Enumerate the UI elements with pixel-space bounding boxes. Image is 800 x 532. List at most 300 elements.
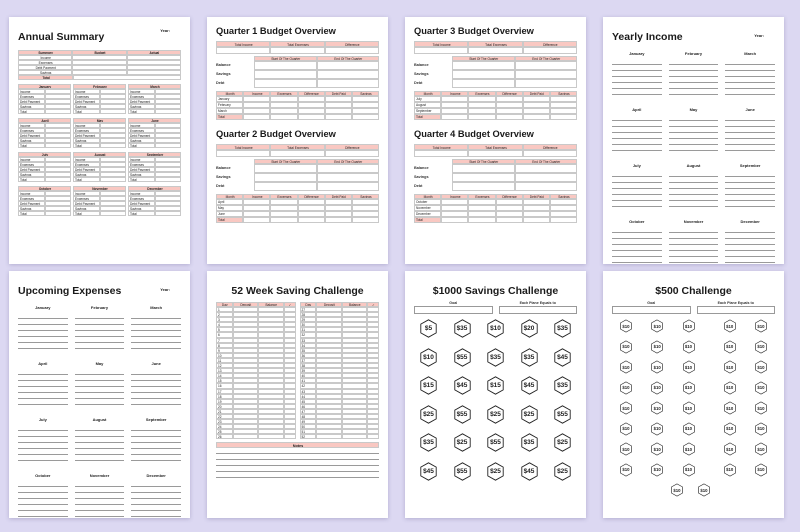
week-number: 5: [216, 327, 233, 332]
savings-hex[interactable]: [755, 422, 767, 436]
month-label: June: [151, 361, 161, 366]
savings-hex[interactable]: [724, 360, 736, 374]
week52-table: [216, 302, 379, 478]
month-block: [128, 152, 181, 182]
savings-hex[interactable]: [420, 405, 437, 424]
value-cell: [317, 70, 380, 79]
value-cell: [452, 79, 515, 88]
hex-value: $10: [653, 405, 661, 411]
savings-hex[interactable]: [620, 360, 632, 374]
savings-hex[interactable]: [683, 340, 695, 354]
savings-hex[interactable]: [420, 376, 437, 395]
month-row: [414, 217, 577, 223]
row-label: February: [216, 102, 243, 108]
column-header: Total Income: [216, 41, 270, 47]
savings-hex[interactable]: [554, 319, 571, 338]
value-cell: [352, 217, 379, 223]
savings-hex[interactable]: [683, 442, 695, 456]
row-label: Expenses: [18, 94, 45, 99]
week-number: 20: [216, 404, 233, 409]
row-label: Savings: [18, 172, 45, 177]
column-header: Total Expenses: [468, 41, 522, 47]
week-number: 25: [216, 429, 233, 434]
row-label: Income: [73, 123, 100, 128]
month-label: August: [92, 417, 107, 422]
month-row: [73, 143, 126, 148]
month-block: [669, 107, 719, 151]
value-cell: [254, 164, 317, 173]
savings-hex[interactable]: [487, 405, 504, 424]
row-label: Debt Payment: [128, 133, 155, 138]
value-cell: [254, 70, 317, 79]
savings-hex[interactable]: [454, 319, 471, 338]
month-block: [612, 219, 662, 263]
month-block: [128, 84, 181, 114]
month-header: August: [73, 152, 126, 157]
row-label: January: [216, 96, 243, 102]
savings-hex[interactable]: [420, 348, 437, 367]
month-label: January: [629, 51, 645, 56]
savings-hex[interactable]: [554, 462, 571, 481]
week-number: 50: [300, 424, 317, 429]
row-label: Income: [18, 55, 72, 60]
savings-hex[interactable]: [683, 319, 695, 333]
row-label: Total: [414, 114, 441, 120]
savings-hex[interactable]: [554, 348, 571, 367]
month-block: [725, 51, 775, 95]
savings-hex[interactable]: [554, 433, 571, 452]
hex-value: $55: [490, 439, 501, 446]
quarter-balance-row: [216, 164, 379, 173]
month-label: December: [146, 473, 166, 478]
row-label: Total: [216, 217, 243, 223]
column-header: Savings: [550, 91, 577, 96]
hex-value: $35: [523, 353, 535, 361]
week-number: 43: [300, 389, 317, 394]
value-cell: [270, 150, 324, 157]
month-header: July: [18, 152, 71, 157]
write-line: [669, 257, 719, 263]
savings-hex[interactable]: [698, 483, 710, 497]
savings-hex[interactable]: [724, 381, 736, 395]
week-number: 33: [300, 338, 317, 343]
value-cell: [414, 47, 468, 54]
row-label: May: [216, 205, 243, 211]
spacer: [620, 483, 671, 497]
month-row: [18, 177, 71, 182]
quarter-1-2-page: [207, 17, 388, 264]
savings-hex[interactable]: [454, 405, 471, 424]
hex-value: $10: [726, 446, 734, 452]
quarter-title: Quarter 2 Budget Overview: [216, 129, 336, 139]
savings-hex[interactable]: [454, 462, 471, 481]
savings-hex[interactable]: [755, 442, 767, 456]
savings-hex[interactable]: [420, 462, 437, 481]
savings-hex[interactable]: [620, 381, 632, 395]
row-label: Savings: [73, 104, 100, 109]
notes-header: Notes: [216, 442, 379, 448]
hex-value: $10: [684, 426, 693, 431]
hex-value: $10: [726, 467, 734, 472]
savings-hex[interactable]: [620, 442, 632, 456]
column-header: Difference: [496, 194, 523, 199]
row-label: Savings: [216, 175, 231, 179]
month-block: [75, 305, 125, 349]
savings-hex[interactable]: [454, 376, 471, 395]
savings-hex[interactable]: [651, 463, 663, 477]
savings-hex[interactable]: [487, 433, 504, 452]
row-label: Savings: [414, 72, 429, 76]
each-input[interactable]: [499, 306, 578, 314]
row-label: Total: [18, 109, 45, 114]
row-label: Savings: [128, 172, 155, 177]
hex-value: $10: [757, 344, 765, 349]
week-number: 47: [300, 409, 317, 414]
row-label: Income: [18, 191, 45, 196]
hex-value: $10: [653, 467, 661, 472]
hex-value: $10: [622, 446, 630, 452]
row-label: Savings: [73, 138, 100, 143]
row-label: Savings: [414, 175, 429, 179]
month-header: February: [73, 84, 126, 89]
month-label: March: [150, 305, 163, 310]
savings-hex[interactable]: [755, 340, 767, 354]
hex-row: [612, 381, 775, 395]
month-label: January: [35, 305, 51, 310]
hex-value: $10: [622, 426, 630, 431]
week-number: 10: [216, 353, 233, 358]
week-number: 44: [300, 394, 317, 399]
week-number: 27: [300, 307, 317, 312]
savings-500-page: [603, 271, 784, 518]
month-block: [131, 305, 181, 349]
savings-hex[interactable]: [420, 433, 437, 452]
value-cell: [452, 164, 515, 173]
year-label: Year:: [754, 33, 764, 38]
value-cell: [270, 114, 297, 120]
row-label: Total: [18, 75, 73, 80]
month-block: [131, 361, 181, 405]
month-label: September: [739, 163, 761, 168]
column-header: Difference: [298, 194, 325, 199]
row-label: Total: [73, 211, 100, 216]
week52-page: [207, 271, 388, 518]
savings-hex[interactable]: [620, 401, 632, 415]
savings-hex[interactable]: [683, 463, 695, 477]
savings-hex[interactable]: [487, 376, 504, 395]
month-group: [18, 118, 181, 148]
savings-hex[interactable]: [521, 376, 538, 395]
savings-hex[interactable]: [755, 381, 767, 395]
month-block: [669, 51, 719, 95]
check-cell: [367, 434, 379, 439]
week-number: 16: [216, 383, 233, 388]
column-header: Expenses: [270, 91, 297, 96]
week-number: 1: [216, 307, 233, 312]
value-cell: [317, 79, 380, 88]
value-cell: [515, 173, 578, 182]
quarter-title: Quarter 4 Budget Overview: [414, 129, 534, 139]
week-number: 14: [216, 373, 233, 378]
savings-hex[interactable]: [755, 360, 767, 374]
hex-row: [414, 319, 577, 338]
column-header: Total Expenses: [270, 41, 324, 47]
write-line: [18, 511, 68, 517]
row-label: Balance: [216, 166, 231, 170]
savings-hex[interactable]: [683, 381, 695, 395]
column-header: Month: [216, 91, 243, 96]
month-block: [128, 186, 181, 216]
column-header: Month: [414, 91, 441, 96]
value-cell: [155, 109, 182, 114]
savings-hex[interactable]: [755, 463, 767, 477]
row-label: Income: [128, 191, 155, 196]
hex-value: $10: [653, 385, 661, 390]
savings-hex[interactable]: [521, 348, 538, 367]
value-cell: [254, 173, 317, 182]
value-cell: [243, 217, 270, 223]
quarter-balance-row: [414, 61, 577, 70]
row-label: August: [414, 102, 441, 108]
month-row: [414, 114, 577, 120]
hex-grid: [414, 319, 577, 481]
savings-hex[interactable]: [554, 376, 571, 395]
quarter-balance-row: [216, 173, 379, 182]
savings-hex[interactable]: [755, 401, 767, 415]
column-header: Balance: [258, 302, 284, 307]
week-number: 26: [216, 434, 233, 439]
value-cell: [254, 182, 317, 191]
column-header: Difference: [523, 144, 577, 150]
write-line: [725, 201, 775, 207]
savings-hex[interactable]: [724, 319, 736, 333]
week-number: 34: [300, 343, 317, 348]
value-cell: [452, 70, 515, 79]
column-header: End Of The Quarter: [317, 56, 380, 61]
savings-hex[interactable]: [554, 405, 571, 424]
month-row: [73, 177, 126, 182]
savings-hex[interactable]: [420, 319, 437, 338]
savings-hex[interactable]: [671, 483, 683, 497]
value-cell: [100, 177, 127, 182]
value-cell: [441, 217, 468, 223]
hex-value: $35: [423, 439, 434, 446]
row-label: Debt Payment: [18, 99, 45, 104]
month-block: [75, 473, 125, 517]
hex-value: $35: [557, 325, 568, 332]
savings-hex[interactable]: [521, 462, 538, 481]
savings-hex[interactable]: [620, 463, 632, 477]
hex-value: $10: [622, 323, 630, 329]
week-number: 48: [300, 414, 317, 419]
month-group: [18, 84, 181, 114]
row-label: Expenses: [18, 162, 45, 167]
savings-hex[interactable]: [487, 462, 504, 481]
column-header: Savings: [352, 91, 379, 96]
month-row: [18, 143, 71, 148]
row-label: Expenses: [73, 128, 100, 133]
savings-hex[interactable]: [651, 319, 663, 333]
hex-value: $10: [622, 467, 630, 472]
week-number: 4: [216, 322, 233, 327]
row-label: Debt: [216, 81, 225, 85]
month-block: [725, 163, 775, 207]
upcoming-expenses-page: [9, 271, 190, 518]
row-label: Savings: [18, 104, 45, 109]
value-cell: [523, 47, 577, 54]
savings-hex[interactable]: [651, 442, 663, 456]
deposit-cell: [316, 434, 342, 439]
savings-hex[interactable]: [620, 340, 632, 354]
hex-row: [612, 319, 775, 333]
write-line: [18, 399, 68, 405]
value-cell: [216, 150, 270, 157]
savings-hex[interactable]: [755, 319, 767, 333]
quarter-balance-row: [414, 173, 577, 182]
hex-value: $10: [684, 446, 693, 452]
write-line: [669, 145, 719, 151]
year-label: Year:: [160, 28, 170, 33]
month-row: [18, 109, 71, 114]
savings-hex[interactable]: [724, 463, 736, 477]
goal-input[interactable]: [414, 306, 493, 314]
savings-hex[interactable]: [651, 340, 663, 354]
value-cell: [155, 211, 182, 216]
savings-hex[interactable]: [651, 381, 663, 395]
savings-hex[interactable]: [724, 340, 736, 354]
value-cell: [468, 47, 522, 54]
savings-hex[interactable]: [651, 360, 663, 374]
savings-hex[interactable]: [521, 433, 538, 452]
hex-row: [612, 401, 775, 415]
quarter-4-section: [414, 128, 577, 223]
write-line: [669, 89, 719, 95]
each-input[interactable]: [697, 306, 776, 314]
hex-value: $10: [757, 323, 765, 329]
week-number: 21: [216, 409, 233, 414]
row-label: Debt Payment: [73, 201, 100, 206]
row-label: Expenses: [73, 94, 100, 99]
write-line: [612, 257, 662, 263]
week-number: 6: [216, 332, 233, 337]
month-header: December: [128, 186, 181, 191]
hex-value: $55: [456, 353, 468, 361]
month-block: [75, 361, 125, 405]
row-label: Income: [73, 157, 100, 162]
hex-value: $25: [490, 410, 501, 418]
savings-hex[interactable]: [651, 401, 663, 415]
goal-row: [612, 301, 775, 314]
savings-hex[interactable]: [487, 319, 504, 338]
row-label: Savings: [18, 138, 45, 143]
value-cell: [73, 75, 181, 80]
savings-hex[interactable]: [521, 405, 538, 424]
savings-hex[interactable]: [521, 319, 538, 338]
savings-hex[interactable]: [620, 319, 632, 333]
week-number: 31: [300, 327, 317, 332]
row-label: Debt Payment: [73, 133, 100, 138]
savings-hex[interactable]: [683, 422, 695, 436]
month-group: [18, 186, 181, 216]
value-cell: [45, 177, 72, 182]
week-number: 36: [300, 353, 317, 358]
row-label: Income: [128, 89, 155, 94]
month-row: [128, 211, 181, 216]
row-label: Total: [73, 143, 100, 148]
hex-value: $55: [456, 467, 468, 475]
week-number: 23: [216, 419, 233, 424]
savings-hex[interactable]: [454, 433, 471, 452]
hex-value: $10: [684, 344, 693, 349]
column-header: End Of The Quarter: [515, 159, 578, 164]
month-block: [18, 186, 71, 216]
row-label: July: [414, 96, 441, 102]
savings-hex[interactable]: [683, 401, 695, 415]
hex-value: $15: [423, 382, 434, 389]
month-block: [18, 473, 68, 517]
row-label: April: [216, 199, 243, 205]
value-cell: [298, 114, 325, 120]
savings-hex[interactable]: [724, 401, 736, 415]
goal-input[interactable]: [612, 306, 691, 314]
column-header: End Of The Quarter: [515, 56, 578, 61]
hex-value: $45: [456, 382, 468, 389]
month-label: September: [145, 417, 167, 422]
week-number: 8: [216, 343, 233, 348]
balance-cell: [342, 434, 368, 439]
month-block: [612, 107, 662, 151]
hex-row: [414, 433, 577, 452]
savings-hex[interactable]: [651, 422, 663, 436]
row-label: Income: [18, 89, 45, 94]
savings-hex[interactable]: [724, 422, 736, 436]
hex-value: $35: [456, 325, 468, 332]
value-cell: [523, 114, 550, 120]
savings-hex[interactable]: [724, 442, 736, 456]
quarter-balance-row: [216, 182, 379, 191]
hex-value: $10: [423, 353, 434, 361]
month-label: July: [632, 163, 641, 168]
hex-value: $10: [726, 344, 734, 349]
hex-value: $10: [757, 385, 765, 390]
column-header: Month: [414, 194, 441, 199]
month-block: [73, 118, 126, 148]
row-label: Total: [18, 143, 45, 148]
week52-column: [300, 302, 380, 439]
hex-value: $10: [684, 405, 693, 411]
hex-value: $10: [653, 426, 661, 431]
year-label: Year:: [160, 287, 170, 292]
column-header: Day: [216, 302, 233, 307]
value-cell: [515, 164, 578, 173]
savings-hex[interactable]: [683, 360, 695, 374]
month-group: [18, 152, 181, 182]
week-number: 29: [300, 317, 317, 322]
month-label: April: [632, 107, 642, 112]
hex-value: $10: [757, 405, 765, 411]
savings-hex[interactable]: [487, 348, 504, 367]
write-line: [131, 511, 181, 517]
value-cell: [243, 114, 270, 120]
savings-hex[interactable]: [620, 422, 632, 436]
hex-row: [414, 348, 577, 367]
write-line: [75, 455, 125, 461]
savings-hex[interactable]: [454, 348, 471, 367]
row-label: Savings: [73, 172, 100, 177]
row-label: Debt Payment: [18, 133, 45, 138]
hex-value: $45: [423, 467, 434, 475]
each-label: Each Plane Equals to: [717, 301, 754, 305]
